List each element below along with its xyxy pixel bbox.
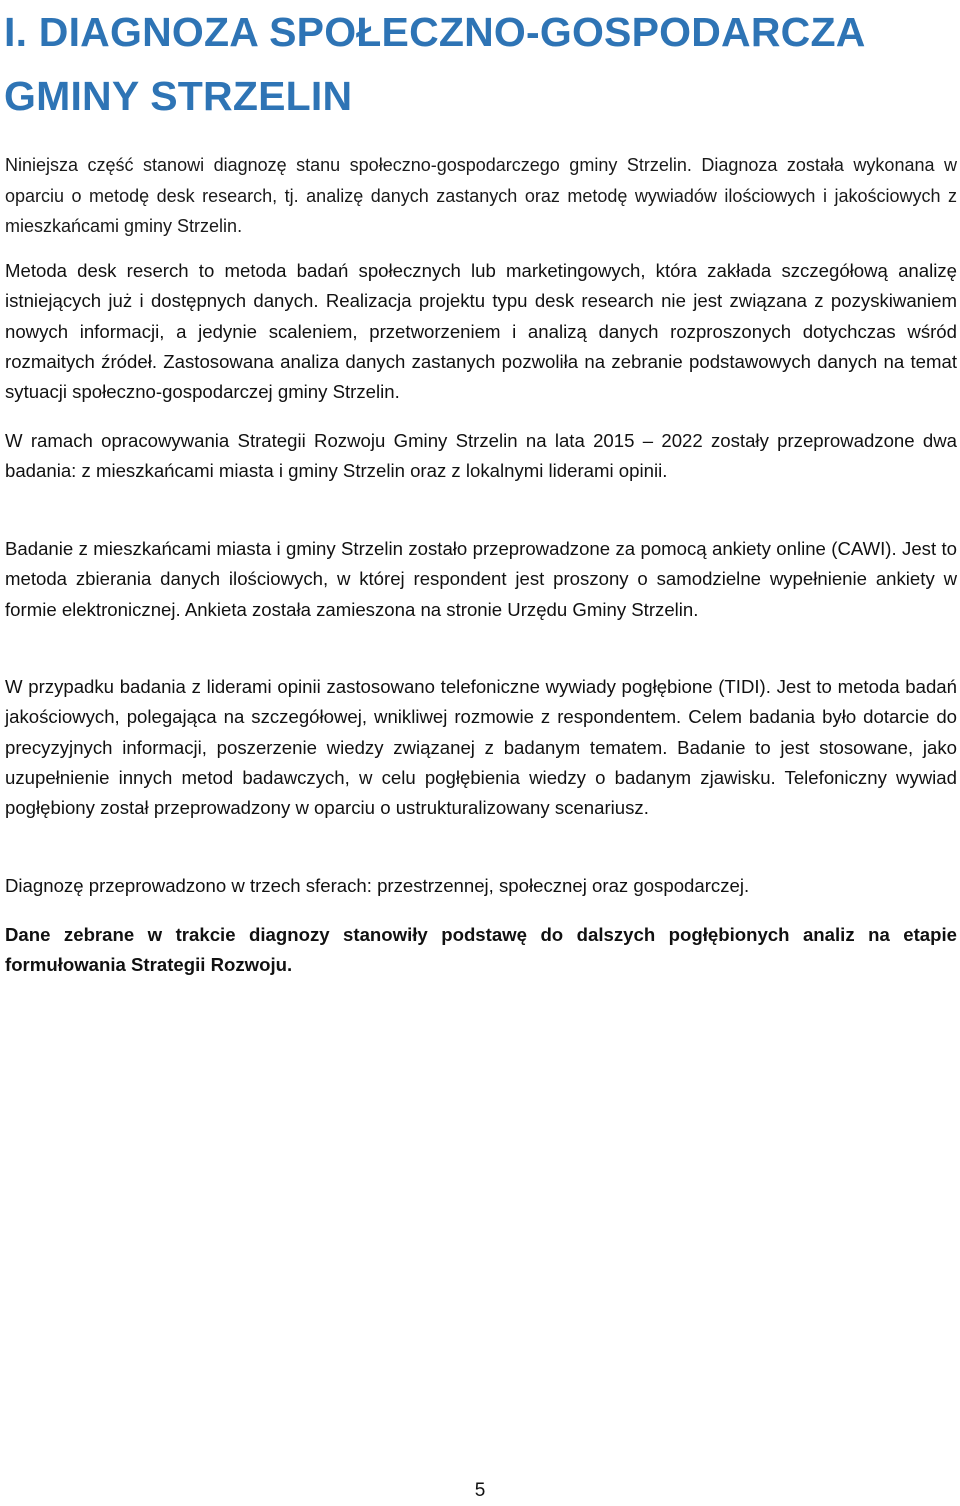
paragraph-desk-research: Metoda desk reserch to metoda badań społecznych lub marketingowych, która zakłada szczegółową analizę istniejących już i dostępnych danych. Realizacja projektu typu desk research nie jest związana z pozyskiwaniem nowych informacji, a jedynie scaleniem, przetworzeniem i analizą danych rozproszonych dotychczas wśród rozmaitych źródeł. Zastosowana analiza danych zastanych pozwoliła na zebranie podstawowych danych na temat sytuacji społeczno-gospodarczej gminy Strzelin. [5, 260, 957, 403]
paragraph-conclusion-bold: Dane zebrane w trakcie diagnozy stanowiły podstawę do dalszych pogłębionych analiz na etapie formułowania Strategii Rozwoju. [5, 924, 957, 976]
paragraph-strategy-studies: W ramach opracowywania Strategii Rozwoju Gminy Strzelin na lata 2015 – 2022 zostały przeprowadzone dwa badania: z mieszkańcami miasta i gminy Strzelin oraz z lokalnymi liderami opinii. [5, 430, 957, 482]
paragraph-diagnosis-spheres: Diagnozę przeprowadzono w trzech sferach: przestrzennej, społecznej oraz gospodarczej. [5, 875, 750, 896]
paragraph-intro: Niniejsza część stanowi diagnozę stanu społeczno-gospodarczego gminy Strzelin. Diagnoza została wykonana w oparciu o metodę desk research, tj. analizę danych zastanych oraz metodę wywiadów ilościowych i jakościowych z mieszkańcami gminy Strzelin. [5, 155, 957, 236]
page-number: 5 [474, 1480, 486, 1501]
paragraph-tidi-interviews: W przypadku badania z liderami opinii zastosowano telefoniczne wywiady pogłębione (TIDI). Jest to metoda badań jakościowych, polegająca na szczegółowej, wnikliwej rozmowie z respondentem. Celem badania było dotarcie do precyzyjnych informacji, poszerzenie wiedzy związanej z badanym tematem. Badanie to jest stosowane, jako uzupełnienie innych metod badawczych, w celu pogłębienia wiedzy o badanym zjawisku. Telefoniczny wywiad pogłębiony został przeprowadzony w oparciu o ustrukturalizowany scenariusz. [5, 676, 957, 819]
page-title: I. DIAGNOZA SPOŁECZNO-GOSPODARCZA GMINY STRZELIN [4, 9, 865, 119]
paragraph-cawi-survey: Badanie z mieszkańcami miasta i gminy Strzelin zostało przeprowadzone za pomocą ankiety online (CAWI). Jest to metoda zbierania danych ilościowych, w której respondent jest proszony o samodzielne wypełnienie ankiety w formie elektronicznej. Ankieta została zamieszona na stronie Urzędu Gminy Strzelin. [5, 538, 957, 620]
